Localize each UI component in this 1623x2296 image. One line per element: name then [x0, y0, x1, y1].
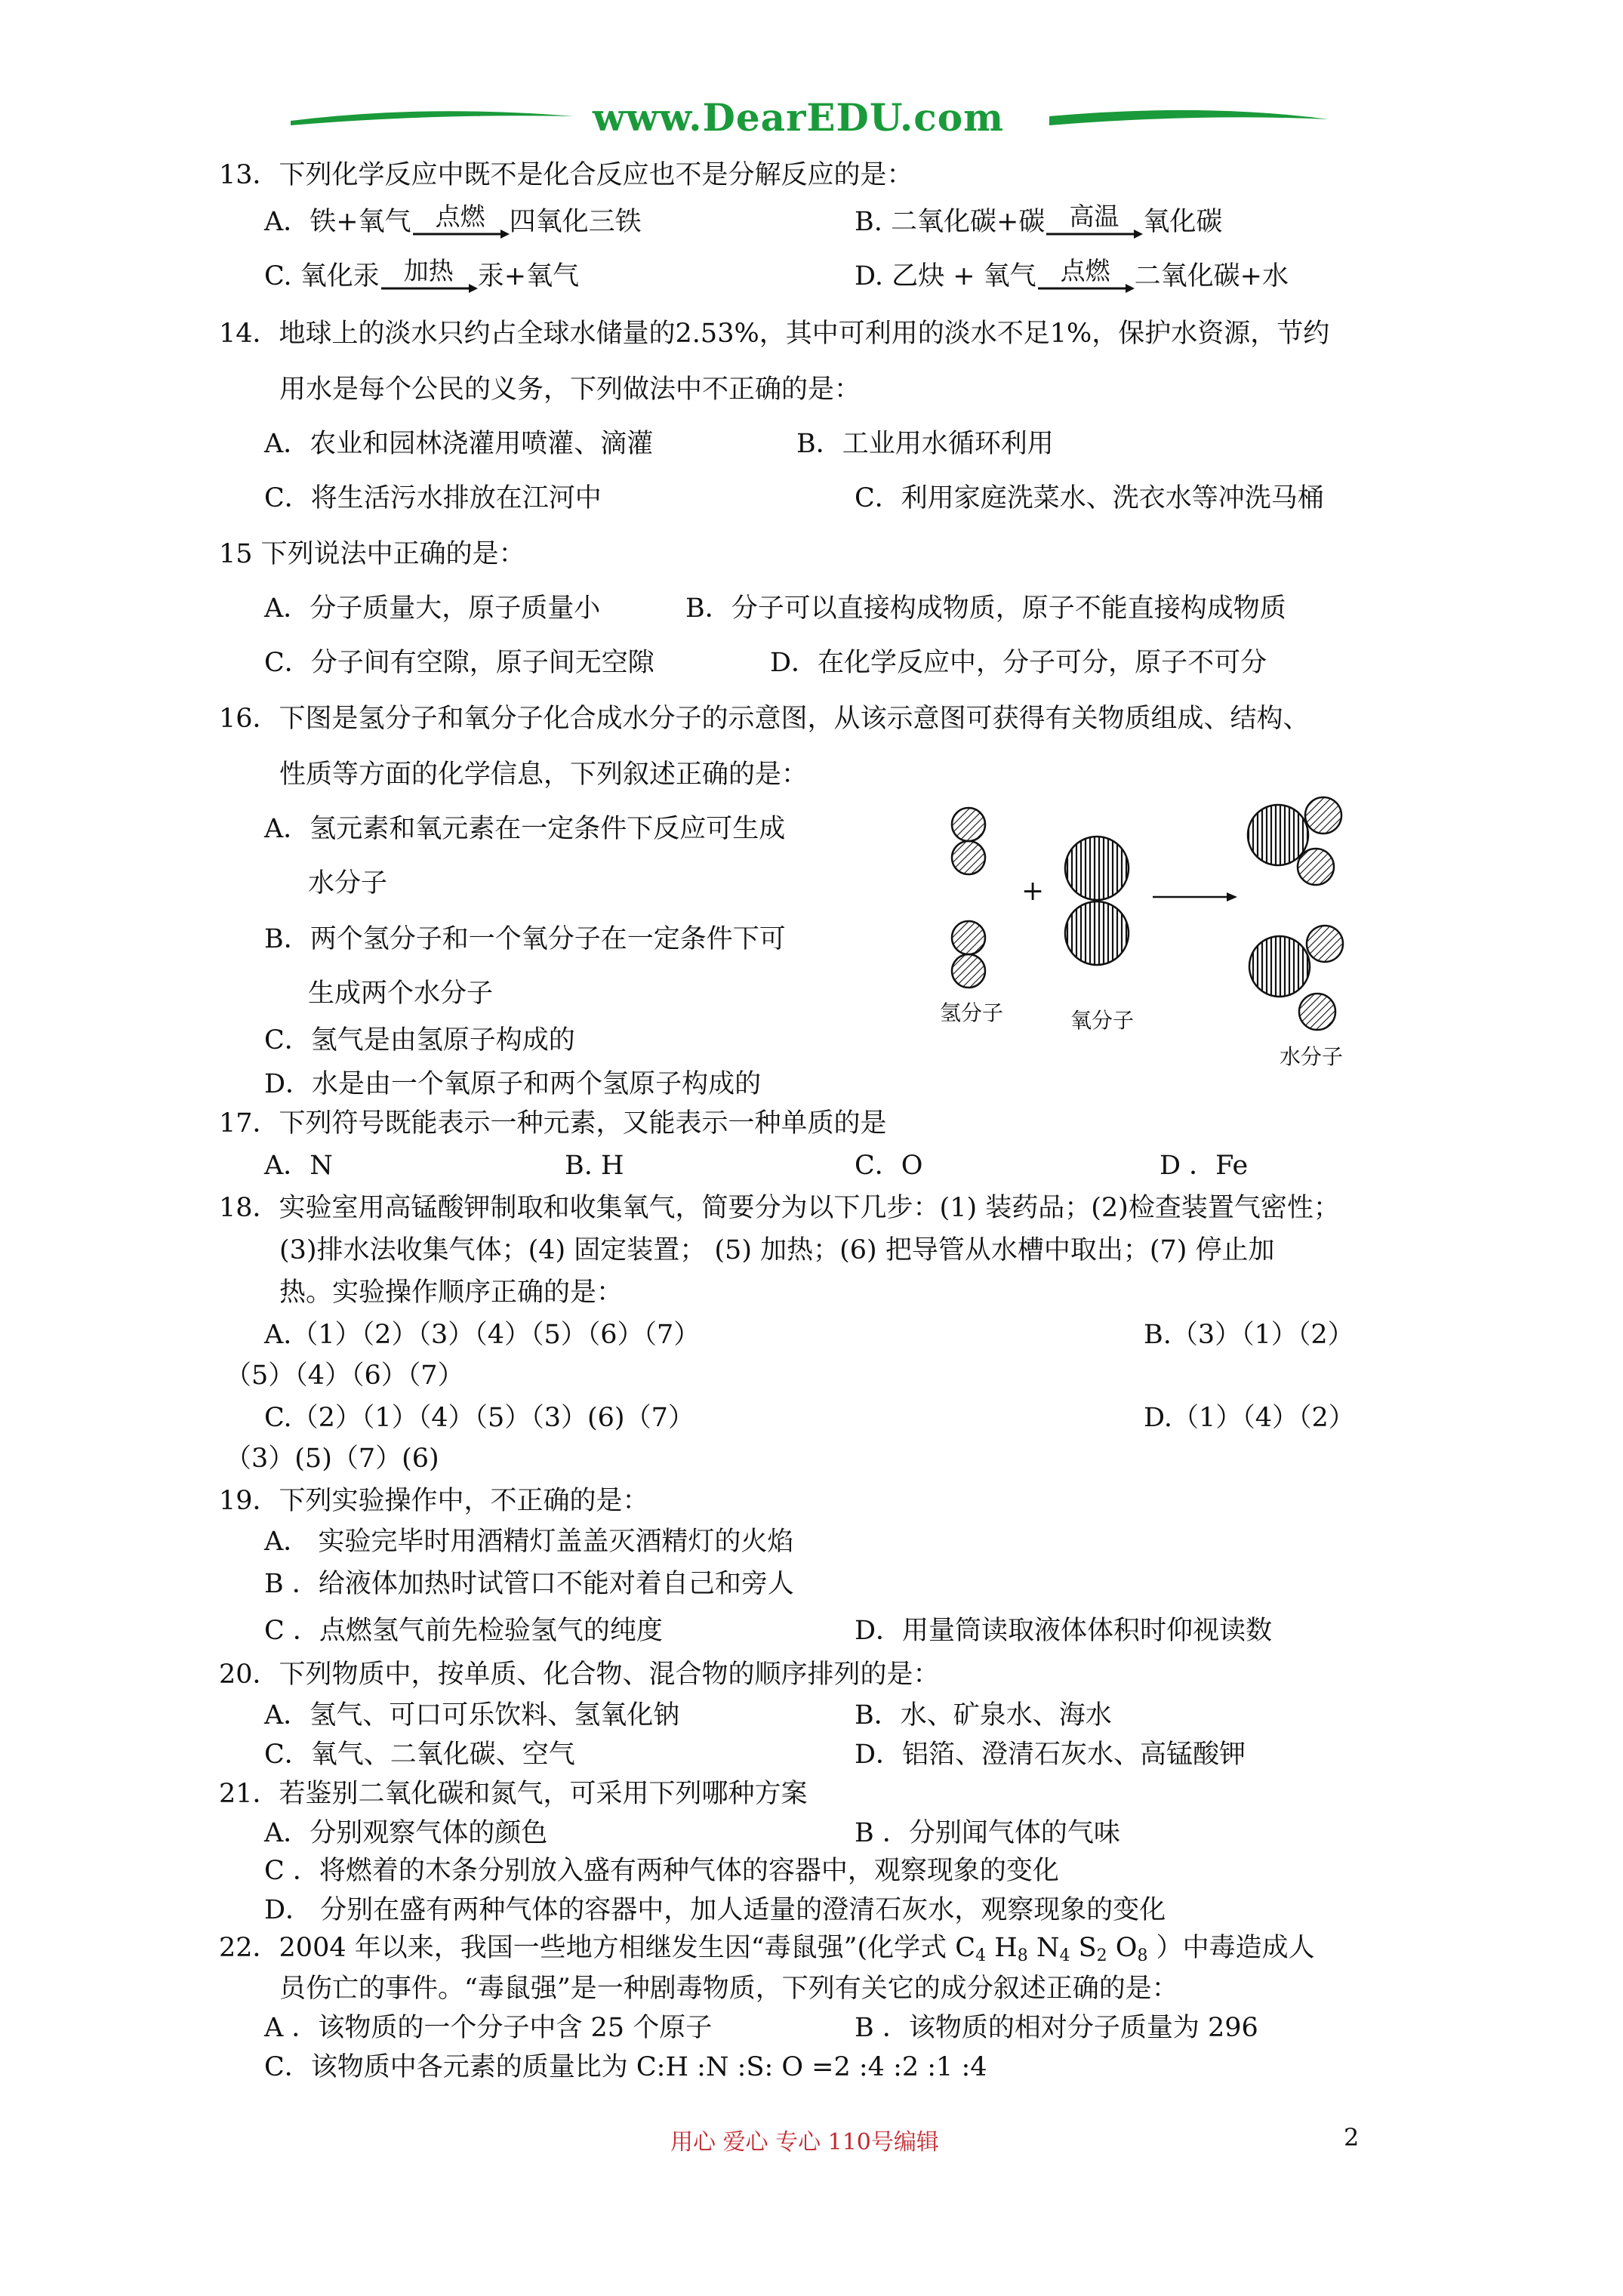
- q13-option-d: D. 乙炔 + 氧气 点燃 二氧化碳+水: [855, 256, 1289, 291]
- q16-option-c: C．氢气是由氢原子构成的: [264, 1025, 575, 1056]
- q18-stem-line2: (3)排水法收集气体；(4) 固定装置； (5) 加热；(6) 把导管从水槽中取出；(7) 停止加: [279, 1235, 1275, 1265]
- q19-option-a: A． 实验完毕时用酒精灯盖盖灭酒精灯的火焰: [264, 1527, 794, 1557]
- q17-option-b: B. H: [565, 1151, 624, 1181]
- footer-text: 用心 爱心 专心 110号编辑: [670, 2129, 939, 2156]
- reaction-arrow: 点燃: [411, 204, 510, 239]
- q17-option-c: C．O: [855, 1151, 923, 1181]
- q16-option-b-line2: 生成两个水分子: [308, 978, 494, 1009]
- q21-stem: 21．若鉴别二氧化碳和氮气，可采用下列哪种方案: [219, 1779, 808, 1809]
- q16-option-b-line1: B．两个氢分子和一个氧分子在一定条件下可: [264, 924, 786, 954]
- q17-option-d: D ．Fe: [1160, 1151, 1249, 1181]
- q18-option-d-line2: （3）(5)（7）(6): [225, 1444, 439, 1474]
- q14-option-a: A．农业和园林浇灌用喷灌、滴灌: [264, 429, 654, 459]
- q16-option-d: D．水是由一个氧原子和两个氢原子构成的: [264, 1069, 762, 1099]
- q15-option-b: B．分子可以直接构成物质，原子不能直接构成物质: [685, 593, 1286, 624]
- q13-option-c: C. 氧化汞 加热 汞+氧气: [264, 256, 580, 291]
- q20-option-c: C．氧气、二氧化碳、空气: [264, 1740, 575, 1770]
- molecule-diagram: [925, 793, 1347, 1080]
- site-logo: www.DearEDU.com: [593, 95, 1005, 140]
- reaction-arrow: 高温: [1045, 204, 1143, 239]
- q21-option-c: C ．将燃着的木条分别放入盛有两种气体的容器中，观察现象的变化: [264, 1856, 1059, 1886]
- q22-stem-line2: 员伤亡的事件。“毒鼠强”是一种剧毒物质，下列有关它的成分叙述正确的是：: [279, 1974, 1178, 2004]
- q18-stem-line1: 18．实验室用高锰酸钾制取和收集氧气，简要分为以下几步：(1) 装药品；(2)检查装置气密性；: [219, 1193, 1340, 1223]
- q21-option-d: D． 分别在盛有两种气体的容器中，加人适量的澄清石灰水，观察现象的变化: [264, 1895, 1166, 1925]
- q15-option-d: D．在化学反应中，分子可分，原子不可分: [770, 648, 1267, 678]
- q18-option-b-line1: B.（3）（1）（2）: [1144, 1320, 1354, 1350]
- q22-option-a: A ．该物质的一个分子中含 25 个原子: [264, 2013, 713, 2043]
- q13-stem: 13．下列化学反应中既不是化合反应也不是分解反应的是：: [219, 160, 913, 190]
- q17-stem: 17．下列符号既能表示一种元素，又能表示一种单质的是: [219, 1108, 887, 1139]
- q19-option-d: D．用量筒读取液体体积时仰视读数: [855, 1616, 1273, 1646]
- q19-option-b: B ．给液体加热时试管口不能对着自己和旁人: [264, 1569, 794, 1599]
- q18-option-c: C.（2）（1）（4）（5）（3）(6)（7）: [264, 1403, 694, 1433]
- q20-option-a: A．氢气、可口可乐饮料、氢氧化钠: [264, 1700, 680, 1730]
- q18-option-b-line2: （5）（4）（6）（7）: [225, 1361, 464, 1391]
- q15-option-c: C．分子间有空隙，原子间无空隙: [264, 648, 654, 678]
- q22-option-b: B ．该物质的相对分子质量为 296: [855, 2013, 1258, 2043]
- q16-option-a-line1: A．氢元素和氧元素在一定条件下反应可生成: [264, 814, 786, 844]
- q14-option-b: B．工业用水循环利用: [796, 429, 1054, 459]
- q15-stem: 15 下列说法中正确的是：: [219, 539, 525, 569]
- q20-stem: 20．下列物质中，按单质、化合物、混合物的顺序排列的是：: [219, 1660, 940, 1690]
- q14-stem-line1: 14．地球上的淡水只约占全球水储量的2.53%，其中可利用的淡水不足1%，保护水资源，节约: [219, 319, 1330, 349]
- q18-stem-line3: 热。实验操作顺序正确的是：: [279, 1277, 624, 1308]
- q21-option-b: B ．分别闻气体的气味: [855, 1818, 1120, 1848]
- oxygen-molecule-label: 氧分子: [1070, 1008, 1135, 1033]
- q22-option-c: C．该物质中各元素的质量比为 C:H :N :S: O =2 :4 :2 :1 :4: [264, 2052, 987, 2082]
- q22-stem-line1: 22．2004 年以来，我国一些地方相继发生因“毒鼠强”(化学式 $C_4$ $H_8$ $N_4$ $S_2$ $O_8$ ）中毒造成人: [219, 1933, 1315, 1965]
- q18-option-d-line1: D.（1）（4）（2）: [1144, 1403, 1355, 1433]
- q16-stem-line2: 性质等方面的化学信息，下列叙述正确的是：: [279, 760, 808, 790]
- q14-option-c: C．将生活污水排放在江河中: [264, 483, 602, 513]
- water-molecule-label: 水分子: [1280, 1044, 1344, 1069]
- reaction-arrow: 点燃: [1036, 258, 1135, 293]
- q16-stem-line1: 16．下图是氢分子和氧分子化合成水分子的示意图，从该示意图可获得有关物质组成、结构、: [219, 704, 1310, 734]
- q20-option-b: B．水、矿泉水、海水: [855, 1700, 1112, 1730]
- molecule-diagram-figure: [925, 793, 1347, 1080]
- reaction-arrow: 加热: [380, 258, 478, 293]
- q14-option-d: C．利用家庭洗菜水、洗衣水等冲洗马桶: [855, 483, 1324, 513]
- q16-option-a-line2: 水分子: [308, 868, 388, 898]
- q13-option-a: A．铁+氧气 点燃 四氧化三铁: [264, 202, 642, 237]
- q19-stem: 19．下列实验操作中，不正确的是：: [219, 1486, 649, 1516]
- q15-option-a: A．分子质量大，原子质量小: [264, 593, 601, 624]
- plus-sign: +: [1021, 876, 1045, 907]
- q18-option-a: A.（1）（2）（3）（4）（5）（6）（7）: [264, 1320, 701, 1350]
- q14-stem-line2: 用水是每个公民的义务，下列做法中不正确的是：: [279, 374, 861, 405]
- hydrogen-molecule-label: 氢分子: [940, 1000, 1004, 1025]
- q13-option-b: B. 二氧化碳+碳 高温 氧化碳: [855, 202, 1223, 237]
- q21-option-a: A．分别观察气体的颜色: [264, 1818, 548, 1848]
- page-number: 2: [1344, 2123, 1360, 2152]
- q20-option-d: D．铝箔、澄清石灰水、高锰酸钾: [855, 1740, 1246, 1770]
- q19-option-c: C ．点燃氢气前先检验氢气的纯度: [264, 1616, 663, 1646]
- q17-option-a: A．N: [264, 1151, 333, 1181]
